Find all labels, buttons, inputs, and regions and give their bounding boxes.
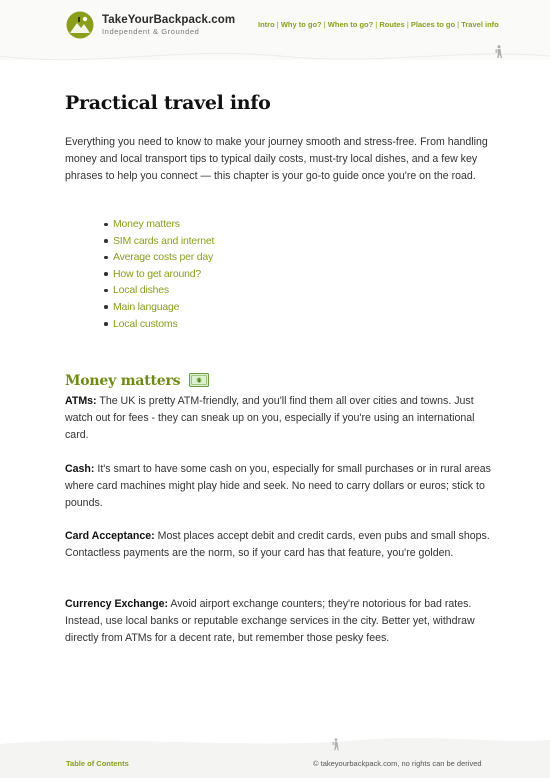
toc-link-average-costs[interactable]: Average costs per day	[104, 249, 214, 266]
footer-copyright: © takeyourbackpack.com, no rights can be derived	[313, 759, 482, 768]
nav-item-intro[interactable]: Intro	[258, 20, 275, 29]
brand-name[interactable]: TakeYourBackpack.com	[102, 14, 236, 26]
section-title-money-matters	[65, 373, 209, 389]
paragraph-currency-exchange	[65, 596, 497, 647]
money-banknote-icon	[189, 373, 209, 387]
toc-link-main-language[interactable]: Main language	[104, 299, 214, 316]
toc-link-getting-around[interactable]: How to get around?	[104, 266, 214, 283]
hiker-icon	[494, 45, 504, 59]
nav-item-travel-info[interactable]: Travel info	[461, 20, 499, 29]
footer-table-of-contents-link[interactable]: Table of Contents	[66, 759, 129, 768]
paragraph-card-acceptance	[65, 528, 497, 562]
paragraph-lead: ATMs:	[65, 395, 97, 407]
nav-separator: |	[375, 20, 378, 29]
paragraph-lead: Card Acceptance:	[65, 530, 155, 542]
nav-item-routes[interactable]: Routes	[379, 20, 405, 29]
toc-link-local-dishes[interactable]: Local dishes	[104, 282, 214, 299]
intro-paragraph: Everything you need to know to make your journey smooth and stress-free. From handling money and local transport tips to typical daily costs, must-try local dishes, and a few key phrases to help you connect — this chapter is your go-to guide once you're on the road.	[65, 136, 488, 182]
section-title-text: Money matters	[65, 373, 181, 389]
nav-separator: |	[457, 20, 460, 29]
nav-separator: |	[323, 20, 326, 29]
paragraph-body: Most places accept debit and credit cards, even pubs and small shops. Contactless payments are the norm, so if your card has that feature, you're golden.	[65, 530, 490, 559]
paragraph-atms	[65, 393, 497, 444]
svg-text:$: $	[197, 378, 201, 384]
page-title: Practical travel info	[65, 92, 271, 114]
paragraph-cash	[65, 461, 497, 512]
toc-link-local-customs[interactable]: Local customs	[104, 316, 214, 333]
brand-tagline: Independent & Grounded	[102, 27, 200, 36]
logo-icon[interactable]	[66, 11, 94, 39]
toc-link-sim-cards[interactable]: SIM cards and internet	[104, 233, 214, 250]
paragraph-body: Avoid airport exchange counters; they're notorious for bad rates. Instead, use local banks or reputable exchange services in the city. Better yet, withdraw directly from ATMs for a decent rate, but remember those pesky fees.	[65, 598, 475, 644]
chapter-toc-list	[104, 216, 214, 332]
paragraph-lead: Currency Exchange:	[65, 598, 169, 610]
toc-link-money-matters[interactable]: Money matters	[104, 216, 214, 233]
header-wave-decoration	[0, 44, 550, 70]
top-navigation	[258, 20, 499, 29]
nav-separator: |	[276, 20, 279, 29]
nav-separator: |	[406, 20, 409, 29]
paragraph-lead: Cash:	[65, 463, 95, 475]
nav-item-why-to-go[interactable]: Why to go?	[280, 20, 322, 29]
paragraph-body: It's smart to have some cash on you, especially for small purchases or in rural areas where card machines might play hide and seek. No need to carry dollars or euros; stick to pounds.	[65, 463, 491, 509]
hiker-icon	[331, 738, 341, 751]
nav-item-when-to-go[interactable]: When to go?	[327, 20, 374, 29]
nav-item-places-to-go[interactable]: Places to go	[410, 20, 456, 29]
paragraph-body: The UK is pretty ATM-friendly, and you'll find them all over cities and towns. Just watch out for fees - they can sneak up on you, especially if you're using an international card.	[65, 395, 475, 441]
